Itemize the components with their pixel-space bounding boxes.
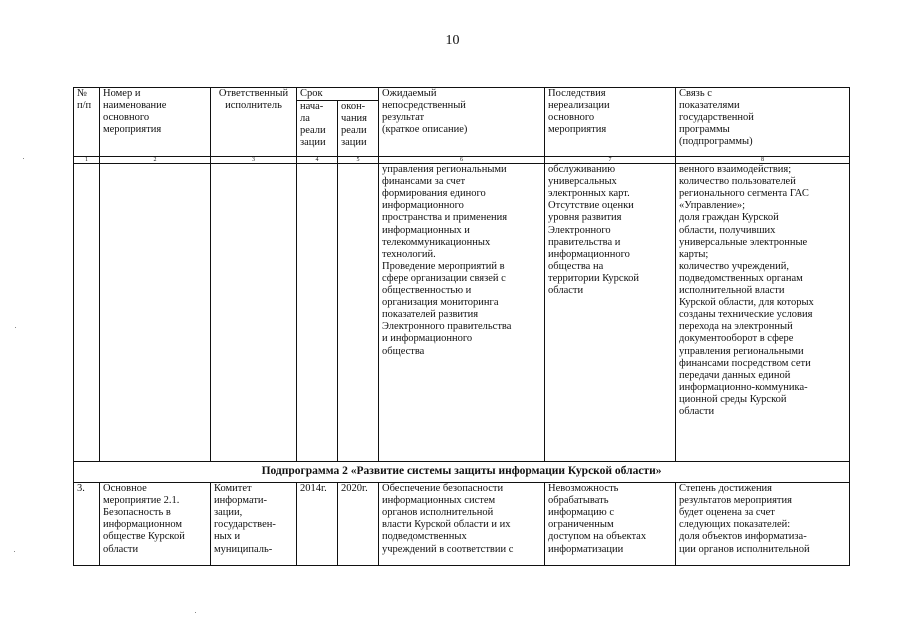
column-number: 1 — [74, 157, 100, 164]
table-row — [74, 483, 850, 566]
column-number-row — [74, 157, 850, 164]
indicators-cell: Степень достижения результатов мероприятия будет оценена за счет следующих показателей: доля объектов информатиза- ции органов исполнительной — [676, 483, 850, 566]
table-cell-empty — [297, 164, 338, 462]
executor-cell: Комитет информати- зации, государствен- ных и муниципаль- — [211, 483, 297, 566]
indicators-cell: венного взаимодействия; количество пользователей регионального сегмента ГАС «Управление»; доля граждан Курской области, получивших универсальные электронные карты; количество учреждений, подведомственных органам исполнительной власти Курской области, для которых созданы технические условия перехода на электронный документооборот в сфере управления региональными финансами посредством сети передачи данных единой информационно-коммуника- ционной среды Курской области — [676, 164, 850, 462]
scan-speck — [23, 158, 24, 159]
table-cell-empty — [100, 164, 211, 462]
header-consequences: Последствия нереализации основного мероприятия — [545, 88, 676, 157]
scan-speck — [15, 327, 16, 328]
expected-result-cell: Обеспечение безопасности информационных систем органов исполнительной власти Курской области и их подведомственных учреждений в соответствии с — [379, 483, 545, 566]
header-row — [74, 88, 850, 101]
consequences-cell: Невозможность обрабатывать информацию с ограниченным доступом на объектах информатизации — [545, 483, 676, 566]
column-number: 6 — [379, 157, 545, 164]
scan-speck — [195, 612, 196, 613]
header-term: Срок — [297, 88, 379, 101]
column-number: 7 — [545, 157, 676, 164]
scan-speck — [14, 551, 15, 552]
column-number: 5 — [338, 157, 379, 164]
table-row-continued — [74, 164, 850, 462]
header-end: окон- чания реали зации — [338, 101, 379, 157]
column-number: 8 — [676, 157, 850, 164]
table-cell-empty — [74, 164, 100, 462]
table-cell-empty — [338, 164, 379, 462]
header-start: нача- ла реали зации — [297, 101, 338, 157]
program-table — [73, 87, 850, 566]
start-year-cell: 2014г. — [297, 483, 338, 566]
program-table-container — [73, 87, 849, 568]
column-number: 4 — [297, 157, 338, 164]
consequences-cell: обслуживанию универсальных электронных карт. Отсутствие оценки уровня развития Электронного правительства и информационного общества на территории Курской области — [545, 164, 676, 462]
subprogram-title: Подпрограмма 2 «Развитие системы защиты информации Курской области» — [74, 462, 850, 483]
column-number: 2 — [100, 157, 211, 164]
table-cell-empty — [211, 164, 297, 462]
expected-result-cell: управления региональными финансами за счет формирования единого информационного пространства и применения информационных и телекоммуникационных технологий. Проведение мероприятий в сфере организации связей с общественностью и организация мониторинга показателей развития Электронного правительства и информационного общества — [379, 164, 545, 462]
row-number: 3. — [74, 483, 100, 566]
column-number: 3 — [211, 157, 297, 164]
page-number: 10 — [445, 33, 460, 48]
header-indicators: Связь с показателями государственной программы (подпрограммы) — [676, 88, 850, 157]
header-number: № п/п — [74, 88, 100, 157]
subprogram-row — [74, 462, 850, 483]
header-activity-name: Номер и наименование основного мероприятия — [100, 88, 211, 157]
header-expected-result: Ожидаемый непосредственный результат (краткое описание) — [379, 88, 545, 157]
end-year-cell: 2020г. — [338, 483, 379, 566]
activity-name-cell: Основное мероприятие 2.1. Безопасность в информационном обществе Курской области — [100, 483, 211, 566]
header-executor: Ответственный исполнитель — [211, 88, 297, 157]
